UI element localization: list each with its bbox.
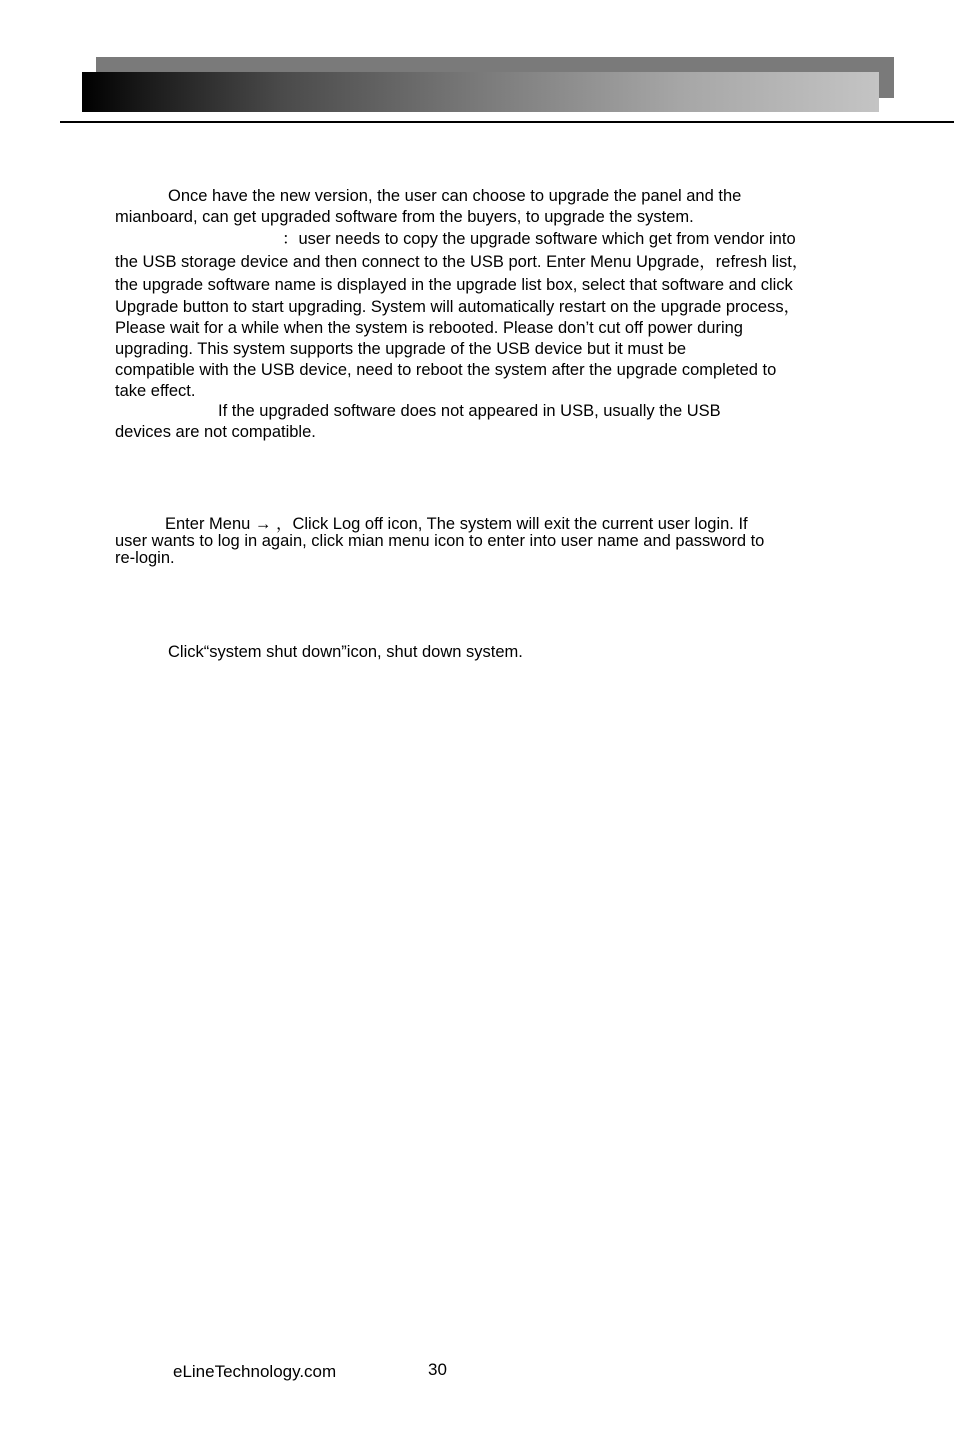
- upgrade-line: take effect.: [115, 382, 196, 400]
- upgrade-line: the upgrade software name is displayed in the upgrade list box, select that software and click: [115, 276, 793, 294]
- upgrade-note-line: devices are not compatible.: [115, 423, 316, 441]
- upgrade-line: Please wait for a while when the system is rebooted. Please don’t cut off power during: [115, 319, 743, 337]
- upgrade-line: ：user needs to copy the upgrade software which get from vendor into: [282, 230, 796, 248]
- logoff-line: Enter Menu → ，Click Log off icon, The system will exit the current user login. If: [165, 515, 748, 533]
- upgrade-note-line: If the upgraded software does not appeared in USB, usually the USB: [218, 402, 721, 420]
- footer-website: eLineTechnology.com: [173, 1362, 337, 1381]
- upgrade-line: the USB storage device and then connect to the USB port. Enter Menu Upgrade，refresh list，: [115, 253, 809, 271]
- upgrade-line: compatible with the USB device, need to reboot the system after the upgrade completed to: [115, 361, 777, 379]
- upgrade-line: Once have the new version, the user can choose to upgrade the panel and the: [168, 187, 742, 205]
- page-number: 30: [428, 1360, 447, 1379]
- upgrade-line: Upgrade button to start upgrading. System will automatically restart on the upgrade process，: [115, 298, 801, 316]
- shutdown-line: Click“system shut down”icon, shut down system.: [168, 643, 523, 661]
- upgrade-line: upgrading. This system supports the upgrade of the USB device but it must be: [115, 340, 687, 358]
- logoff-line: user wants to log in again, click mian menu icon to enter into user name and password to: [115, 532, 765, 550]
- header-rule: [60, 121, 954, 123]
- upgrade-line: mianboard, can get upgraded software from the buyers, to upgrade the system.: [115, 208, 694, 226]
- header-banner: [82, 72, 879, 112]
- logoff-line: re-login.: [115, 549, 175, 567]
